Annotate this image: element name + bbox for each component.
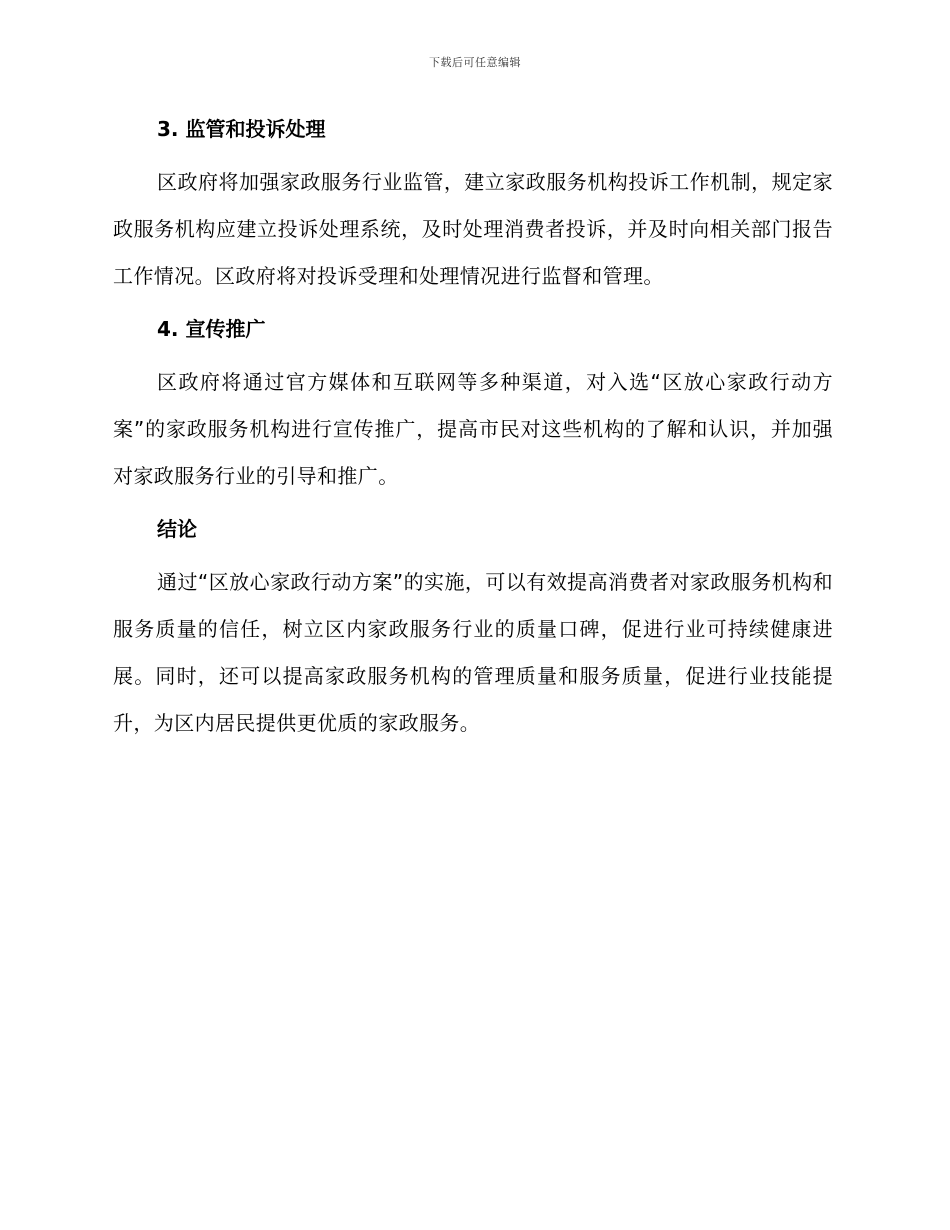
section-paragraph-promotion: 区政府将通过官方媒体和互联网等多种渠道，对入选“区放心家政行动方案”的家政服务机构进行宣传推广，提高市民对这些机构的了解和认识，并加强对家政服务行业的引导和推广。 — [113, 370, 833, 488]
section-paragraph-conclusion: 通过“区放心家政行动方案”的实施，可以有效提高消费者对家政服务机构和服务质量的信任，树立区内家政服务行业的质量口碑，促进行业可持续健康进展。同时，还可以提高家政服务机构的管理质量和服务质量，促进行业技能提升，为区内居民提供更优质的家政服务。 — [113, 570, 833, 735]
section-paragraph-supervision: 区政府将加强家政服务行业监管，建立家政服务机构投诉工作机制，规定家政服务机构应建立投诉处理系统，及时处理消费者投诉，并及时向相关部门报告工作情况。区政府将对投诉受理和处理情况进行监督和管理。 — [113, 170, 833, 288]
document-body — [113, 113, 833, 747]
page-header: 下载后可任意编辑 — [429, 56, 521, 69]
section-heading-conclusion: 结论 — [157, 517, 197, 541]
section-heading-promotion: 4. 宣传推广 — [157, 317, 266, 341]
section-heading-supervision: 3. 监管和投诉处理 — [157, 117, 326, 141]
